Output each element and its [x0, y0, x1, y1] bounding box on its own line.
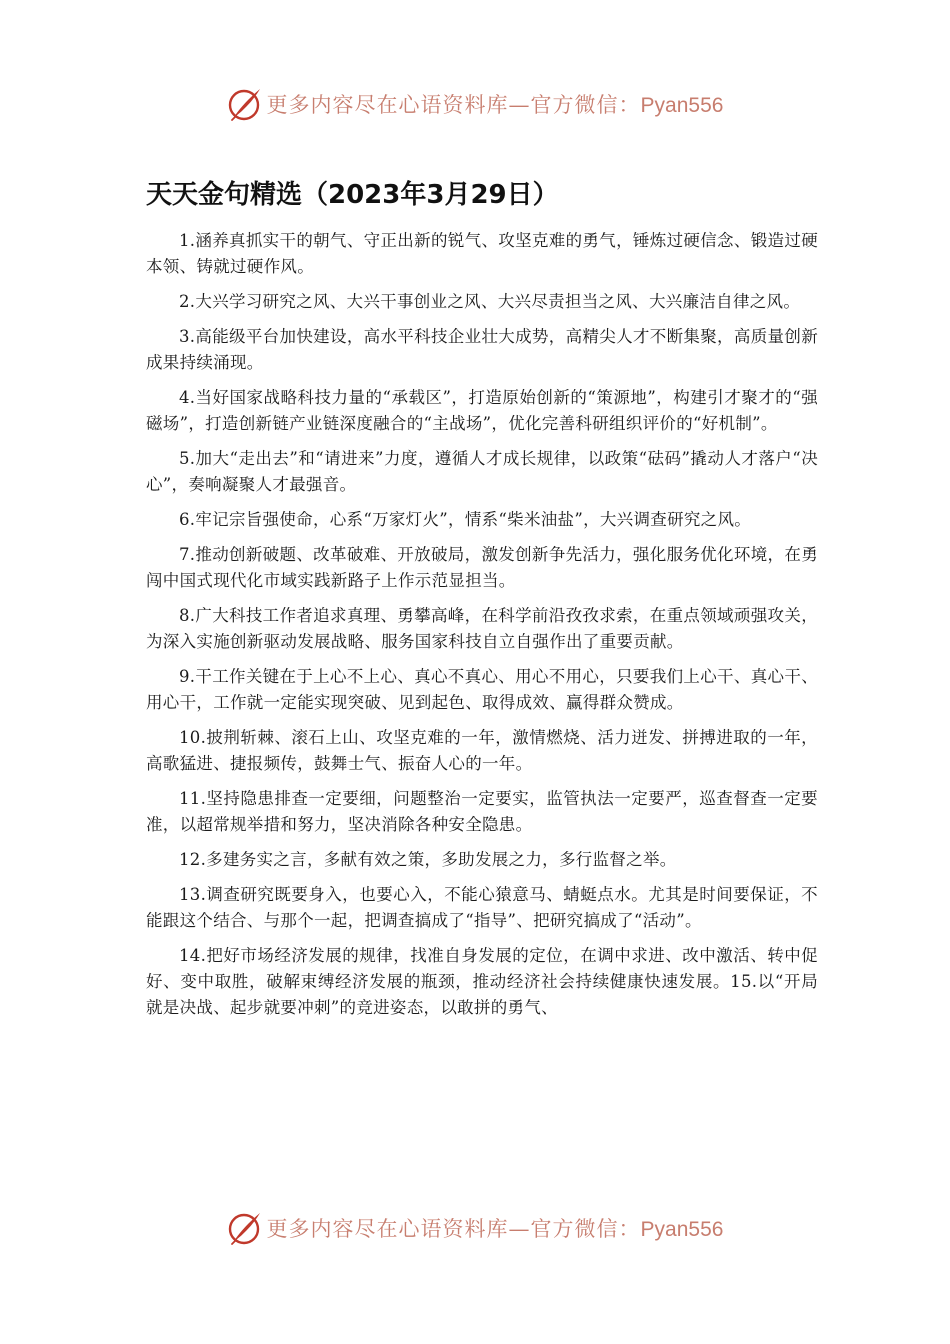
- wechat-id: Pyan556: [640, 94, 724, 117]
- wechat-id: Pyan556: [640, 1218, 724, 1241]
- document-body: [146, 228, 818, 1188]
- quote-paragraph-4: 4.当好国家战略科技力量的“承载区”，打造原始创新的“策源地”，构建引才聚才的“强磁场”，打造创新链产业链深度融合的“主战场”，优化完善科研组织评价的“好机制”。: [146, 388, 818, 433]
- quote-paragraph-13: 13.调查研究既要身入，也要心入，不能心猿意马、蜻蜓点水。尤其是时间要保证，不能跟这个结合、与那个一起，把调查搞成了“指导”、把研究搞成了“活动”。: [146, 885, 818, 930]
- quill-pen-logo-icon: [227, 1210, 263, 1246]
- quote-paragraph-3: 3.高能级平台加快建设，高水平科技企业壮大成势，高精尖人才不断集聚，高质量创新成果持续涌现。: [146, 327, 818, 372]
- banner-text: 更多内容尽在心语资料库—官方微信：Pyan556: [266, 93, 724, 117]
- header-banner: [0, 82, 950, 126]
- quote-paragraph-6: 6.牢记宗旨强使命，心系“万家灯火”，情系“柴米油盐”，大兴调查研究之风。: [179, 510, 752, 529]
- banner-text: 更多内容尽在心语资料库—官方微信：Pyan556: [266, 1217, 724, 1241]
- quote-paragraph-14: 14.把好市场经济发展的规律，找准自身发展的定位，在调中求进、改中激活、转中促好、变中取胜，破解束缚经济发展的瓶颈，推动经济社会持续健康快速发展。15.以“开局就是决战、起步就要冲刺”的竞进姿态，以敢拼的勇气、: [146, 946, 818, 1017]
- footer-banner: [0, 1206, 950, 1250]
- quote-paragraph-1: 1.涵养真抓实干的朝气、守正出新的锐气、攻坚克难的勇气，锤炼过硬信念、锻造过硬本领、铸就过硬作风。: [146, 231, 818, 276]
- quote-paragraph-7: 7.推动创新破题、改革破难、开放破局，激发创新争先活力，强化服务优化环境，在勇闯中国式现代化市域实践新路子上作示范显担当。: [146, 545, 818, 590]
- quote-paragraph-12: 12.多建务实之言，多献有效之策，多助发展之力，多行监督之举。: [179, 850, 677, 869]
- document-title: 天天金句精选（2023年3月29日）: [146, 180, 559, 210]
- quote-paragraph-2: 2.大兴学习研究之风、大兴干事创业之风、大兴尽责担当之风、大兴廉洁自律之风。: [179, 292, 801, 311]
- quote-paragraph-8: 8.广大科技工作者追求真理、勇攀高峰，在科学前沿孜孜求索，在重点领域顽强攻关，为深入实施创新驱动发展战略、服务国家科技自立自强作出了重要贡献。: [146, 606, 818, 651]
- quote-paragraph-11: 11.坚持隐患排查一定要细，问题整治一定要实，监管执法一定要严，巡查督查一定要准，以超常规举措和努力，坚决消除各种安全隐患。: [146, 789, 818, 834]
- quill-pen-logo-icon: [227, 86, 263, 122]
- quote-paragraph-9: 9.干工作关键在于上心不上心、真心不真心、用心不用心，只要我们上心干、真心干、用心干，工作就一定能实现突破、见到起色、取得成效、赢得群众赞成。: [146, 667, 818, 712]
- quote-paragraph-5: 5.加大“走出去”和“请进来”力度，遵循人才成长规律，以政策“砝码”撬动人才落户“决心”，奏响凝聚人才最强音。: [146, 449, 818, 494]
- quote-paragraph-10: 10.披荆斩棘、滚石上山、攻坚克难的一年，激情燃烧、活力迸发、拼搏进取的一年，高歌猛进、捷报频传，鼓舞士气、振奋人心的一年。: [146, 728, 818, 773]
